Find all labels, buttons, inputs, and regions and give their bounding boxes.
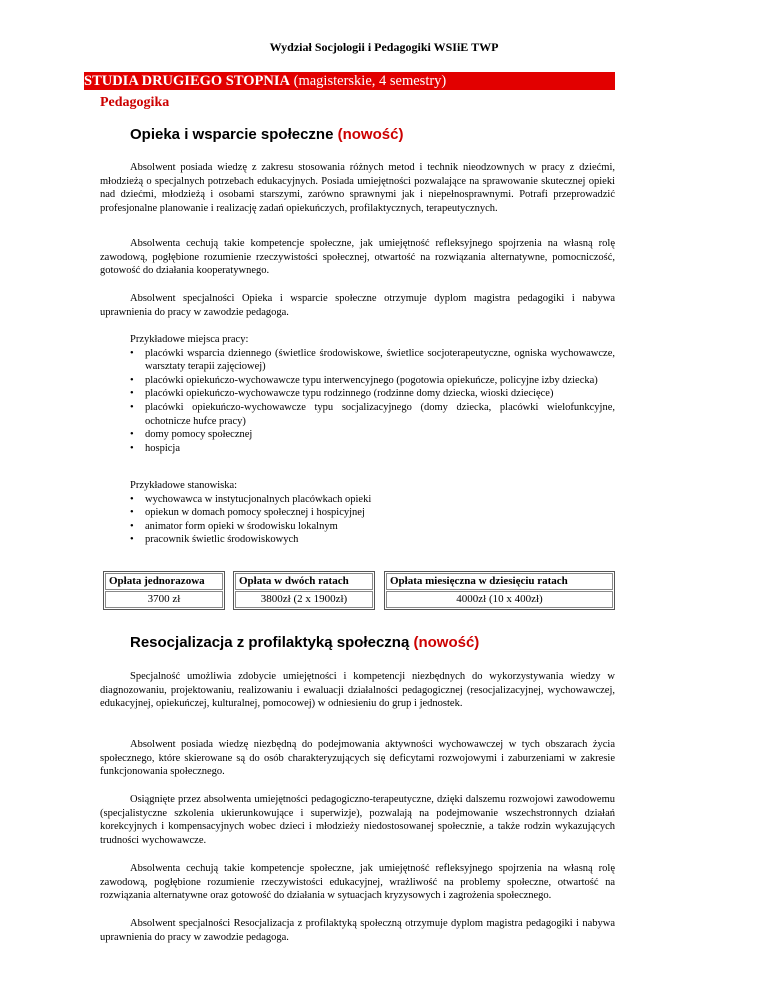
paragraph: Absolwent posiada wiedzę z zakresu stosowania różnych metod i technik nieodzownych w pracy z dziećmi, młodzieżą o specjalnych potrzebach edukacyjnych. Posiada umiejętności pozwalające na sprawowanie skutecznej opieki nad dziećmi, młodzieżą i osobami starszymi, zarówno sprawnymi jak i niepełnosprawnymi. Potrafi przeprowadzić profesjonalne planowanie i realizację zadań opiekuńczych, profilaktycznych, terapeutycznych.: [100, 162, 615, 214]
list-item: • hospicja: [130, 442, 615, 456]
list-item: • pracownik świetlic środowiskowych: [130, 533, 615, 547]
specialty-title-2: [130, 634, 479, 651]
list-item: • placówki opiekuńczo-wychowawcze typu interwencyjnego (pogotowia opiekuńcze, policyjne izby dziecka): [130, 374, 615, 388]
paragraph: Specjalność umożliwia zdobycie umiejętności i kompetencji niezbędnych do wykorzystywania wiedzy w diagnozowaniu, projektowaniu, realizowaniu i ewaluacji działalności pedagogicznej (resocjalizacyjnej, wychowawczej, edukacyjnej, opiekuńczej, kulturalnej, pomocowej) w odniesieniu do grup i jednostek.: [100, 671, 615, 710]
fee-label: Opłata miesięczna w dziesięciu ratach: [386, 573, 613, 590]
list-heading: Przykładowe miejsca pracy:: [130, 334, 249, 345]
fee-two-installments: [233, 571, 375, 610]
fee-label: Opłata w dwóch ratach: [235, 573, 373, 590]
paragraph: Absolwent posiada wiedzę niezbędną do podejmowania aktywności wychowawczej w tych obszarach życia społecznego, które skierowane są do osób charakteryzujących się deficytami rozwojowymi i zaburzeniami w zakresie funkcjonowania społecznego.: [100, 739, 615, 778]
specialty-name: Opieka i wsparcie społeczne: [130, 126, 334, 143]
specialty-title-1: [130, 126, 403, 143]
list-item: • opiekun w domach pomocy społecznej i hospicyjnej: [130, 506, 615, 520]
paragraph: Osiągnięte przez absolwenta umiejętności pedagogiczno-terapeutyczne, dzięki dalszemu rozwojowi zawodowemu (specjalistyczne szkolenia ukierunkowujące i superwizje), pozwalają na podejmowanie wszechstronnych działań korekcyjnych i kompensacyjnych wobec dzieci i młodzieży niedostosowanej społecznie, a także rodzin wykazujących trudności wychowawcze.: [100, 794, 615, 846]
new-badge: (nowość): [413, 634, 480, 651]
fee-value: 4000zł (10 x 400zł): [386, 591, 613, 608]
field-title: Pedagogika: [100, 95, 170, 110]
fee-monthly: [384, 571, 615, 610]
fee-one-time: [103, 571, 225, 610]
specialty-name: Resocjalizacja z profilaktyką społeczną: [130, 634, 410, 651]
page-header: Wydział Socjologii i Pedagogiki WSIiE TWP: [269, 40, 499, 54]
study-level-banner: [84, 72, 615, 90]
fee-label: Opłata jednorazowa: [105, 573, 223, 590]
paragraph: Absolwenta cechują takie kompetencje społeczne, jak umiejętność refleksyjnego spojrzenia na własną rolę zawodową, pogłębione rozumienie rzeczywistości edukacyjnej, wrażliwość na problemy społeczne, otwartość na rozwiązania alternatywne oraz gotowość do działania w sytuacjach kryzysowych i zagrożenia społecznego.: [100, 863, 615, 902]
paragraph: Absolwent specjalności Opieka i wsparcie społeczne otrzymuje dyplom magistra pedagogiki i nabywa uprawnienia do pracy w zawodzie pedagoga.: [100, 293, 615, 318]
fee-value: 3800zł (2 x 1900zł): [235, 591, 373, 608]
paragraph: Absolwent specjalności Resocjalizacja z profilaktyką społeczną otrzymuje dyplom magistra pedagogiki i nabywa uprawnienia do pracy w zawodzie pedagoga.: [100, 918, 615, 943]
positions-list: [130, 479, 615, 547]
study-level-detail: (magisterskie, 4 semestry): [293, 73, 447, 89]
list-item: • placówki wsparcia dziennego (świetlice środowiskowe, świetlice socjoterapeutyczne, ogniska wychowawcze, warsztaty terapii zajęciowej): [130, 347, 615, 374]
list-item: • wychowawca w instytucjonalnych placówkach opieki: [130, 493, 615, 507]
list-item: • placówki opiekuńczo-wychowawcze typu rodzinnego (rodzinne domy dziecka, wioski dziecięce): [130, 387, 615, 401]
list-item: • domy pomocy społecznej: [130, 428, 615, 442]
fee-value: 3700 zł: [105, 591, 223, 608]
list-item: • animator form opieki w środowisku lokalnym: [130, 520, 615, 534]
new-badge: (nowość): [337, 126, 404, 143]
workplaces-list: [130, 333, 615, 455]
list-heading: Przykładowe stanowiska:: [130, 480, 238, 491]
list-item: • placówki opiekuńczo-wychowawcze typu socjalizacyjnego (domy dziecka, placówki wielofunkcyjne, ochotnicze hufce pracy): [130, 401, 615, 428]
study-level-title: STUDIA DRUGIEGO STOPNIA: [84, 73, 291, 89]
paragraph: Absolwenta cechują takie kompetencje społeczne, jak umiejętność refleksyjnego spojrzenia na własną rolę zawodową, pogłębione rozumienie rzeczywistości społecznej, otwartość na rozwiązania alternatywne, pomocniczość, gotowość do działania kooperatywnego.: [100, 238, 615, 277]
